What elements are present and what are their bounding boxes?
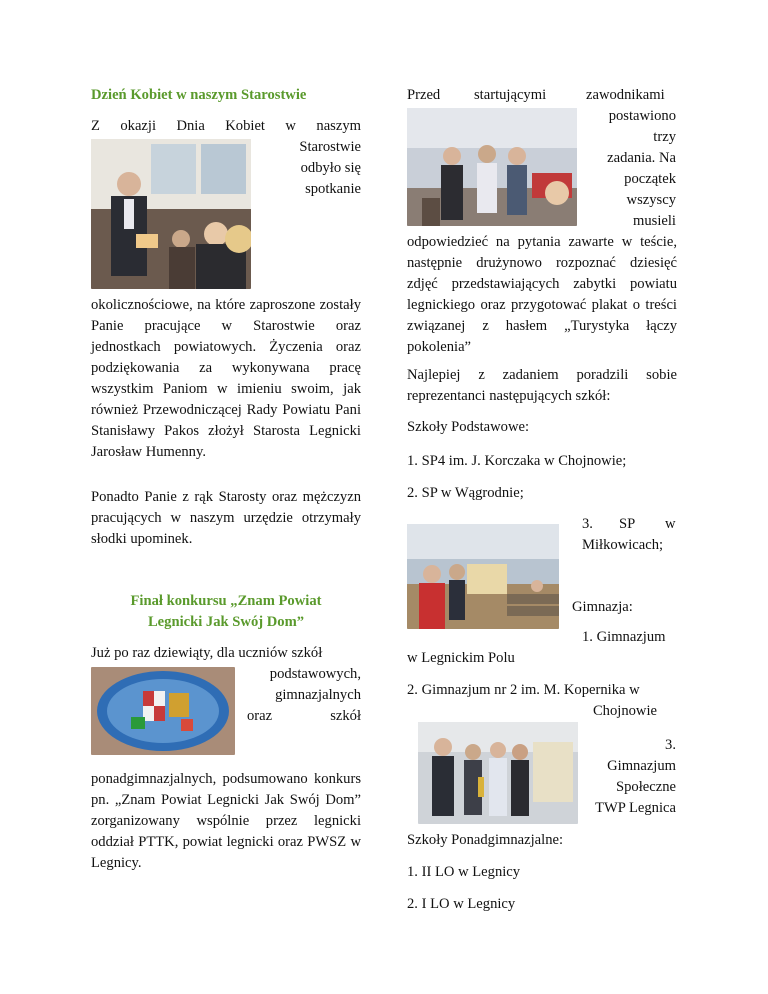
womens-day-gift-paragraph: Ponadto Panie z rąk Starosty oraz mężczyzn pracujących w naszym urzędzie otrzymały słodki upominek.	[91, 489, 361, 547]
tasks-line2: postawiono	[608, 108, 676, 124]
primary-result-1: 1. SP4 im. J. Korczaka w Chojnowie;	[407, 453, 627, 469]
tasks-line1a: Przed	[407, 87, 441, 103]
primary-result-2: 2. SP w Wągrodnie;	[407, 485, 524, 501]
contestants-photo	[407, 108, 577, 226]
primary-result-3-num: 3.	[582, 516, 593, 532]
winners-intro: Najlepiej z zadaniem poradzili sobie reprezentanci następujących szkół:	[407, 367, 677, 404]
womens-day-intro-line3: odbyło się	[300, 160, 361, 176]
primary-result-3-place: Miłkowicach;	[582, 537, 664, 553]
secondary-heading: Szkoły Ponadgimnazjalne:	[407, 832, 564, 848]
contest-intro-line2: podstawowych,	[269, 666, 361, 682]
contest-intro-line4b: szkół	[330, 708, 361, 724]
womens-day-paragraph: okolicznościowe, na które zaproszone zostały Panie pracujące w Starostwie oraz jednostkach powiatowych. Życzenia oraz podziękowania za wykonywana pracę wszystkim Paniom w imieniu swoim, jak również Przewodniczącej Rady Powiatu Pani Stanisławy Pakos złożył Starosta Legnicki Jarosław Humenny.	[91, 297, 361, 460]
secondary-result-1: 1. II LO w Legnicy	[407, 864, 521, 880]
tasks-paragraph: odpowiedzieć na pytania zawarte w teście, następnie drużynowo rozpoznać dziesięć zdjęć przedstawiających zabytki powiatu legnickiego oraz przygotować plakat o treści związanej z hasłem „Turystyka łączy pokolenia”	[407, 234, 677, 355]
primary-heading: Szkoły Podstawowe:	[407, 419, 530, 435]
gymnasium-result-2b: Chojnowie	[592, 703, 657, 719]
contest-intro-line4a: oraz	[247, 708, 273, 724]
section-title-womens-day: Dzień Kobiet w naszym Starostwie	[91, 87, 307, 103]
gymnasium-heading: Gimnazja:	[572, 599, 633, 615]
tasks-line5: początek	[624, 171, 676, 187]
tasks-line4: zadania. Na	[607, 150, 676, 166]
tasks-line1c: zawodnikami	[586, 87, 665, 103]
contest-badge-photo	[91, 667, 235, 755]
awards-hall-photo	[407, 524, 559, 629]
primary-result-3-sp: SP	[619, 516, 636, 532]
section-title-contest-line2: Legnicki Jak Swój Dom”	[147, 614, 305, 630]
tasks-line6: wszyscy	[626, 192, 676, 208]
secondary-result-2: 2. I LO w Legnicy	[407, 896, 516, 912]
tasks-line3: trzy	[653, 129, 676, 145]
contest-intro-line3: gimnazjalnych	[275, 687, 361, 703]
gymnasium-result-2a: 2. Gimnazjum nr 2 im. M. Kopernika w	[407, 682, 640, 698]
contest-summary-paragraph: ponadgimnazjalnych, podsumowano konkurs pn. „Znam Powiat Legnicki Jak Swój Dom” zorganizowany wspólnie przez legnicki oddział PTTK, powiat legnicki oraz PWSZ w Legnicy.	[91, 771, 361, 871]
gymnasium-result-1b: w Legnickim Polu	[407, 650, 515, 666]
gymnasium-result-3-line4: TWP Legnica	[595, 800, 676, 816]
primary-result-3-w: w	[665, 516, 676, 532]
tasks-line1b: startującymi	[474, 87, 547, 103]
womens-day-intro-line2: Starostwie	[299, 139, 361, 155]
womens-day-intro-line4: spotkanie	[305, 181, 361, 197]
womens-day-photo	[91, 139, 251, 289]
gymnasium-winners-photo	[418, 722, 578, 824]
tasks-line7: musieli	[633, 213, 676, 229]
womens-day-intro-line1: Z okazji Dnia Kobiet w naszym	[91, 118, 361, 134]
gymnasium-result-1a: 1. Gimnazjum	[582, 629, 666, 645]
gymnasium-result-3-line3: Społeczne	[616, 779, 676, 795]
contest-intro-line1: Już po raz dziewiąty, dla uczniów szkół	[91, 645, 323, 661]
gymnasium-result-3-num: 3.	[665, 737, 676, 753]
gymnasium-result-3-line2: Gimnazjum	[607, 758, 676, 774]
section-title-contest-line1: Finał konkursu „Znam Powiat	[130, 593, 322, 609]
